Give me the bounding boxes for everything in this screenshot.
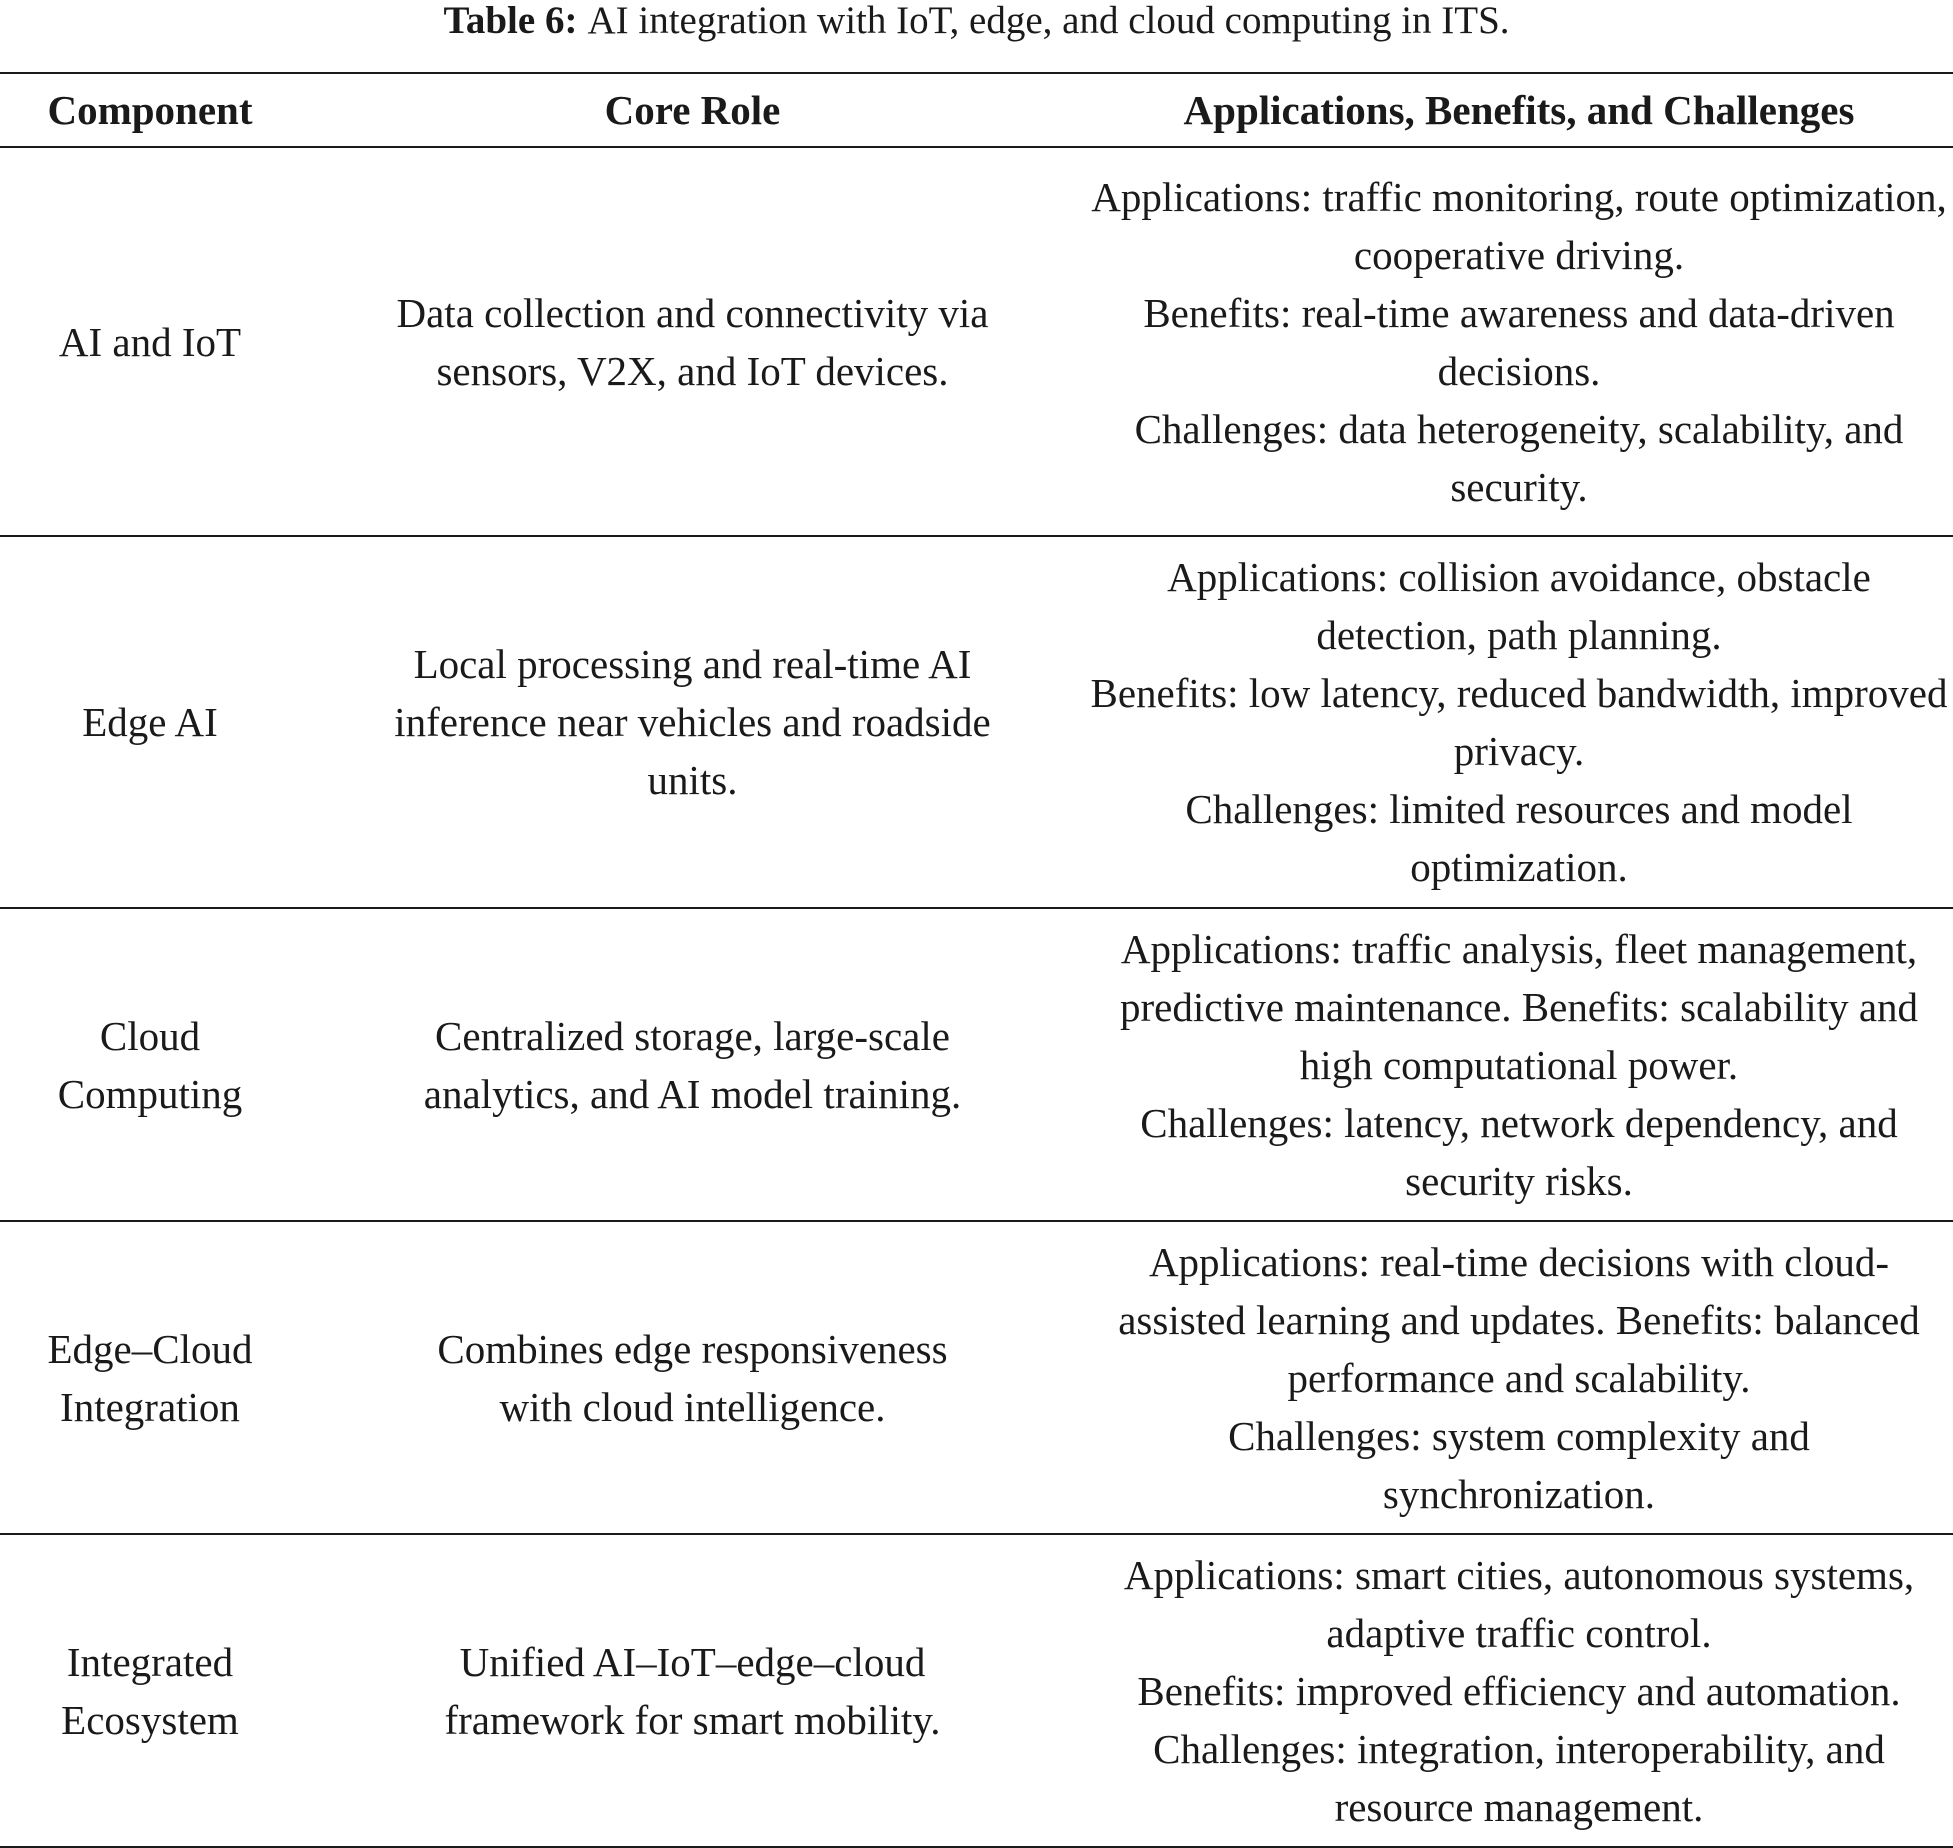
challenges-text: Challenges: integration, interoperability, and resource management.	[1153, 1725, 1885, 1830]
cell-core-role: Local processing and real-time AI inference near vehicles and roadside units.	[394, 641, 991, 803]
cell-core-role: Combines edge responsiveness with cloud intelligence.	[437, 1325, 948, 1430]
table-caption-label: Table 6:	[443, 0, 578, 42]
cell-component: Cloud Computing	[57, 1012, 243, 1117]
cell-applications-benefits-challenges	[1085, 1534, 1953, 1847]
header-component: Component	[47, 87, 253, 133]
applications-text: Applications: smart cities, autonomous systems, adaptive traffic control.	[1123, 1551, 1915, 1656]
cell-component: Integrated Ecosystem	[61, 1638, 239, 1743]
applications-text: Applications: collision avoidance, obstacle detection, path planning.	[1167, 554, 1871, 658]
benefits-text: Benefits: real-time awareness and data-driven decisions.	[1143, 289, 1895, 394]
applications-benefits-text: Applications: real-time decisions with cloud-assisted learning and updates. Benefits: balanced performance and scalability.	[1118, 1238, 1920, 1401]
applications-benefits-text: Applications: traffic analysis, fleet management, predictive maintenance. Benefits: scalability and high computational power.	[1119, 925, 1919, 1088]
cell-core-role: Centralized storage, large-scale analytics, and AI model training.	[423, 1012, 962, 1117]
table-row	[0, 908, 1953, 1221]
table-body	[0, 147, 1953, 1847]
cell-component: Edge–Cloud Integration	[47, 1325, 253, 1430]
table-row	[0, 536, 1953, 908]
table-caption	[0, 0, 1953, 42]
header-core-role: Core Role	[604, 87, 781, 133]
table-row	[0, 1221, 1953, 1534]
challenges-text: Challenges: data heterogeneity, scalability, and security.	[1134, 405, 1904, 510]
table-caption-text: AI integration with IoT, edge, and cloud computing in ITS.	[587, 0, 1510, 42]
benefits-text: Benefits: improved efficiency and automation.	[1137, 1667, 1901, 1714]
header-row	[0, 73, 1953, 147]
challenges-text: Challenges: system complexity and synchronization.	[1228, 1412, 1810, 1517]
challenges-text: Challenges: latency, network dependency, and security risks.	[1140, 1099, 1898, 1204]
applications-text: Applications: traffic monitoring, route optimization, cooperative driving.	[1091, 173, 1947, 278]
cell-core-role: Data collection and connectivity via sensors, V2X, and IoT devices.	[396, 289, 989, 394]
its-integration-table	[0, 72, 1953, 1848]
cell-component: Edge AI	[82, 699, 218, 745]
challenges-text: Challenges: limited resources and model optimization.	[1185, 786, 1853, 890]
benefits-text: Benefits: low latency, reduced bandwidth, improved privacy.	[1090, 670, 1948, 774]
table-row	[0, 147, 1953, 536]
table-row	[0, 1534, 1953, 1847]
cell-applications-benefits-challenges	[1085, 1221, 1953, 1534]
table-header	[0, 73, 1953, 147]
cell-applications-benefits-challenges	[1085, 536, 1953, 908]
cell-component: AI and IoT	[58, 318, 242, 365]
cell-applications-benefits-challenges	[1085, 147, 1953, 536]
cell-applications-benefits-challenges	[1085, 908, 1953, 1221]
cell-core-role: Unified AI–IoT–edge–cloud framework for smart mobility.	[444, 1638, 941, 1743]
header-applications-benefits-challenges: Applications, Benefits, and Challenges	[1183, 87, 1855, 133]
